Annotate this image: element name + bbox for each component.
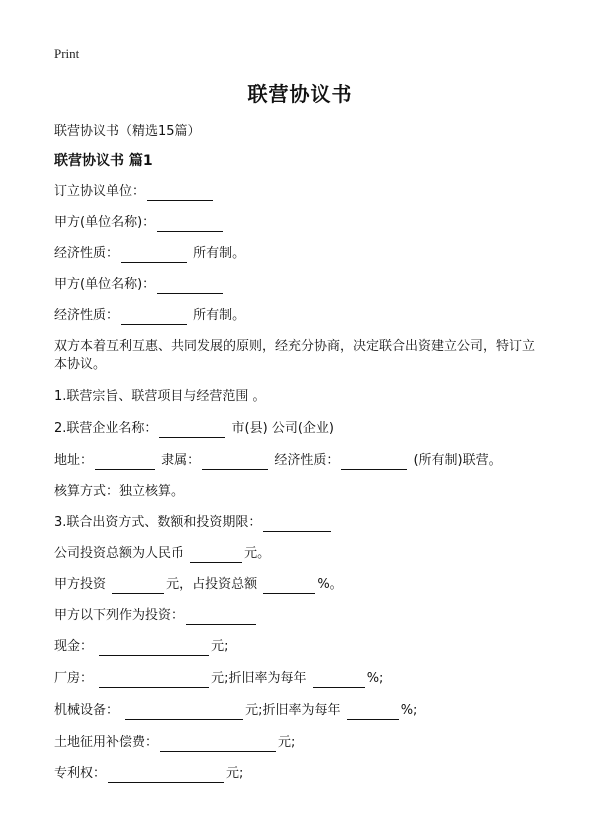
clause-2-line [54, 420, 334, 438]
blank-field[interactable] [147, 186, 213, 201]
clause-3-label: 3.联合出资方式、数额和投资期限： [54, 515, 262, 530]
economic-nature-label-3: 经济性质： [274, 453, 340, 468]
blank-field[interactable] [99, 641, 209, 656]
economic-nature-label: 经济性质： [54, 246, 120, 261]
machinery-label: 机械设备： [54, 703, 120, 718]
blank-field[interactable] [157, 279, 223, 294]
blank-field[interactable] [125, 705, 243, 720]
print-link[interactable]: Print [54, 46, 80, 61]
party-a-name-line-2 [54, 276, 225, 294]
machinery-line [54, 702, 417, 720]
contracting-parties-line [54, 183, 215, 201]
party-a-name-line [54, 214, 225, 232]
blank-field[interactable] [157, 217, 223, 232]
blank-field[interactable] [108, 768, 224, 783]
cash-unit: 元; [211, 639, 229, 654]
blank-field[interactable] [263, 579, 315, 594]
affiliation-label: 隶属： [161, 453, 201, 468]
patent-unit: 元; [226, 766, 244, 781]
blank-field[interactable] [341, 455, 407, 470]
blank-field[interactable] [190, 548, 242, 563]
assets-intro-label: 甲方以下列作为投资： [54, 608, 185, 623]
clause-1: 1.联营宗旨、联营项目与经营范围 。 [54, 389, 266, 404]
economic-nature-label-2: 经济性质： [54, 308, 120, 323]
party-a-investment-line [54, 576, 343, 594]
ownership-label-2: 所有制。 [193, 308, 246, 323]
clause-2-suffix: 市(县) 公司(企业) [231, 421, 334, 436]
blank-field[interactable] [202, 455, 268, 470]
blank-field[interactable] [159, 423, 225, 438]
plant-depreciation-label: 元;折旧率为每年 [211, 671, 307, 686]
joint-venture-suffix: (所有制)联营。 [413, 453, 502, 468]
address-line [54, 452, 502, 470]
total-investment-label: 公司投资总额为人民币 [54, 546, 185, 561]
document-subtitle: 联营协议书（精选15篇） [54, 124, 201, 139]
land-compensation-unit: 元; [278, 735, 296, 750]
plant-label: 厂房： [54, 671, 94, 686]
patent-line [54, 765, 243, 783]
blank-field[interactable] [347, 705, 399, 720]
economic-nature-line-2 [54, 307, 245, 325]
blank-field[interactable] [121, 310, 187, 325]
contracting-parties-label: 订立协议单位： [54, 184, 146, 199]
total-investment-unit: 元。 [244, 546, 271, 561]
blank-field[interactable] [112, 579, 164, 594]
blank-field[interactable] [313, 673, 365, 688]
party-a-investment-label: 甲方投资 [54, 577, 107, 592]
total-investment-line [54, 545, 270, 563]
economic-nature-line [54, 245, 245, 263]
land-compensation-line [54, 734, 295, 752]
blank-field[interactable] [263, 517, 331, 532]
blank-field[interactable] [99, 673, 209, 688]
clause-3-line [54, 514, 333, 532]
section-heading: 联营协议书 篇1 [54, 153, 153, 169]
accounting-method: 核算方式：独立核算。 [54, 484, 185, 499]
plant-percent: %; [366, 671, 384, 686]
document-title: 联营协议书 [247, 82, 353, 106]
ownership-label: 所有制。 [193, 246, 246, 261]
machinery-percent: %; [400, 703, 418, 718]
cash-label: 现金： [54, 639, 94, 654]
party-a-investment-share-label: 元，占投资总额 [166, 577, 258, 592]
assets-intro-line [54, 607, 258, 625]
plant-line [54, 670, 383, 688]
blank-field[interactable] [160, 737, 276, 752]
party-a-name-label: 甲方(单位名称)： [54, 215, 156, 230]
blank-field[interactable] [95, 455, 155, 470]
blank-field[interactable] [186, 610, 256, 625]
machinery-depreciation-label: 元;折旧率为每年 [245, 703, 341, 718]
cash-line [54, 638, 229, 656]
address-label: 地址： [54, 453, 94, 468]
patent-label: 专利权： [54, 766, 107, 781]
clause-2-label: 2.联营企业名称： [54, 421, 158, 436]
intro-paragraph: 双方本着互利互惠、共同发展的原则，经充分协商，决定联合出资建立公司，特订立本协议。 [54, 339, 536, 372]
land-compensation-label: 土地征用补偿费： [54, 735, 159, 750]
party-a-name-label-2: 甲方(单位名称)： [54, 277, 156, 292]
blank-field[interactable] [121, 248, 187, 263]
party-a-investment-percent: %。 [317, 577, 343, 592]
